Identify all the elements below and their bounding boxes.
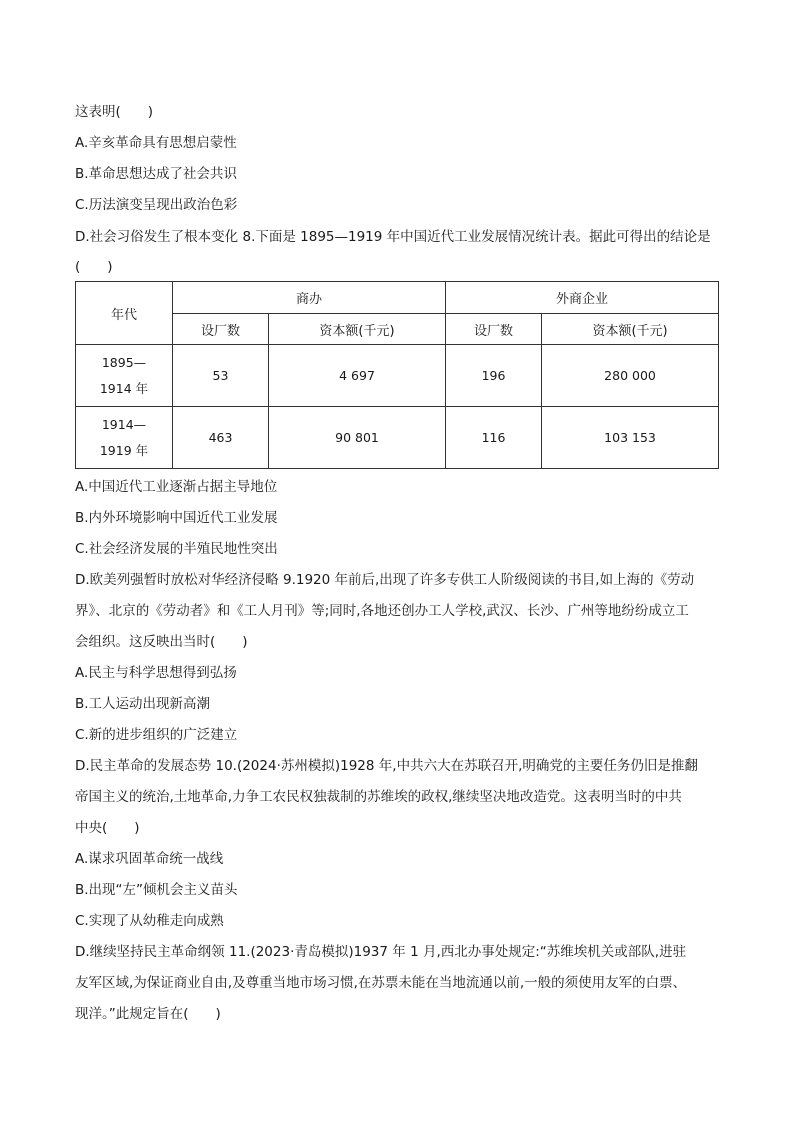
header-foreign-factories: 设厂数	[446, 314, 542, 345]
industry-statistics-table	[75, 281, 719, 469]
question-10-text: 帝国主义的统治,土地革命,力争工农民权独裁制的苏维埃的政权,继续坚决地改造党。这表明当时的中共	[75, 789, 682, 805]
option-d-and-question-8: D.社会习俗发生了根本变化 8.下面是 1895—1919 年中国近代工业发展情况统计表。据此可得出的结论是	[75, 229, 711, 245]
option-d-and-question-9: D.欧美列强暂时放松对华经济侵略 9.1920 年前后,出现了许多专供工人阶级阅读的书目,如上海的《劳动	[75, 572, 695, 588]
option-a: A.谋求巩固革命统一战线	[75, 851, 224, 867]
option-a: A.民主与科学思想得到弘扬	[75, 665, 237, 681]
header-commercial-factories: 设厂数	[173, 314, 269, 345]
header-commercial-capital: 资本额(千元)	[269, 314, 446, 345]
row-year	[76, 345, 173, 407]
row-year	[76, 407, 173, 469]
option-c: C.新的进步组织的广泛建立	[75, 727, 238, 743]
cell-foreign-capital: 280 000	[542, 345, 719, 407]
row-year-start: 1895—	[101, 354, 147, 370]
row-year-end: 1914 年	[99, 380, 149, 396]
cell-foreign-factories: 116	[446, 407, 542, 469]
question-prompt-tail: 这表明( )	[75, 104, 154, 120]
option-b: B.工人运动出现新高潮	[75, 696, 211, 712]
option-c: C.实现了从幼稚走向成熟	[75, 913, 224, 929]
question-11-text-end: 现洋。”此规定旨在( )	[75, 1006, 221, 1022]
option-d-and-question-11: D.继续坚持民主革命纲领 11.(2023·青岛模拟)1937 年 1 月,西北办事处规定:“苏维埃机关或部队,进驻	[75, 944, 687, 960]
option-d-and-question-10: D.民主革命的发展态势 10.(2024·苏州模拟)1928 年,中共六大在苏联召开,明确党的主要任务仍旧是推翻	[75, 758, 698, 774]
row-year-start: 1914—	[101, 416, 147, 432]
cell-commercial-factories: 463	[173, 407, 269, 469]
option-a: A.辛亥革命具有思想启蒙性	[75, 135, 237, 151]
question-11-text: 友军区域,为保证商业自由,及尊重当地市场习惯,在苏票未能在当地流通以前,一般的须使用友军的白票、	[75, 975, 687, 991]
option-c: C.历法演变呈现出政治色彩	[75, 197, 238, 213]
header-commercial: 商办	[173, 282, 446, 314]
option-c: C.社会经济发展的半殖民地性突出	[75, 541, 278, 557]
cell-commercial-capital: 90 801	[269, 407, 446, 469]
cell-commercial-capital: 4 697	[269, 345, 446, 407]
header-year: 年代	[76, 282, 173, 345]
header-foreign-capital: 资本额(千元)	[542, 314, 719, 345]
question-10-text-end: 中央( )	[75, 820, 140, 836]
question-9-text: 界》、北京的《劳动者》和《工人月刊》等;同时,各地还创办工人学校,武汉、长沙、广州等地纷纷成立工	[75, 603, 689, 619]
row-year-end: 1919 年	[99, 442, 149, 458]
table-row	[76, 407, 719, 469]
option-a: A.中国近代工业逐渐占据主导地位	[75, 479, 278, 495]
cell-foreign-capital: 103 153	[542, 407, 719, 469]
cell-commercial-factories: 53	[173, 345, 269, 407]
header-foreign: 外商企业	[446, 282, 719, 314]
question-9-text-end: 会组织。这反映出当时( )	[75, 634, 248, 650]
option-b: B.内外环境影响中国近代工业发展	[75, 510, 278, 526]
answer-blank: ( )	[75, 259, 113, 275]
cell-foreign-factories: 196	[446, 345, 542, 407]
option-b: B.革命思想达成了社会共识	[75, 166, 238, 182]
table-row	[76, 345, 719, 407]
option-b: B.出现“左”倾机会主义苗头	[75, 882, 238, 898]
